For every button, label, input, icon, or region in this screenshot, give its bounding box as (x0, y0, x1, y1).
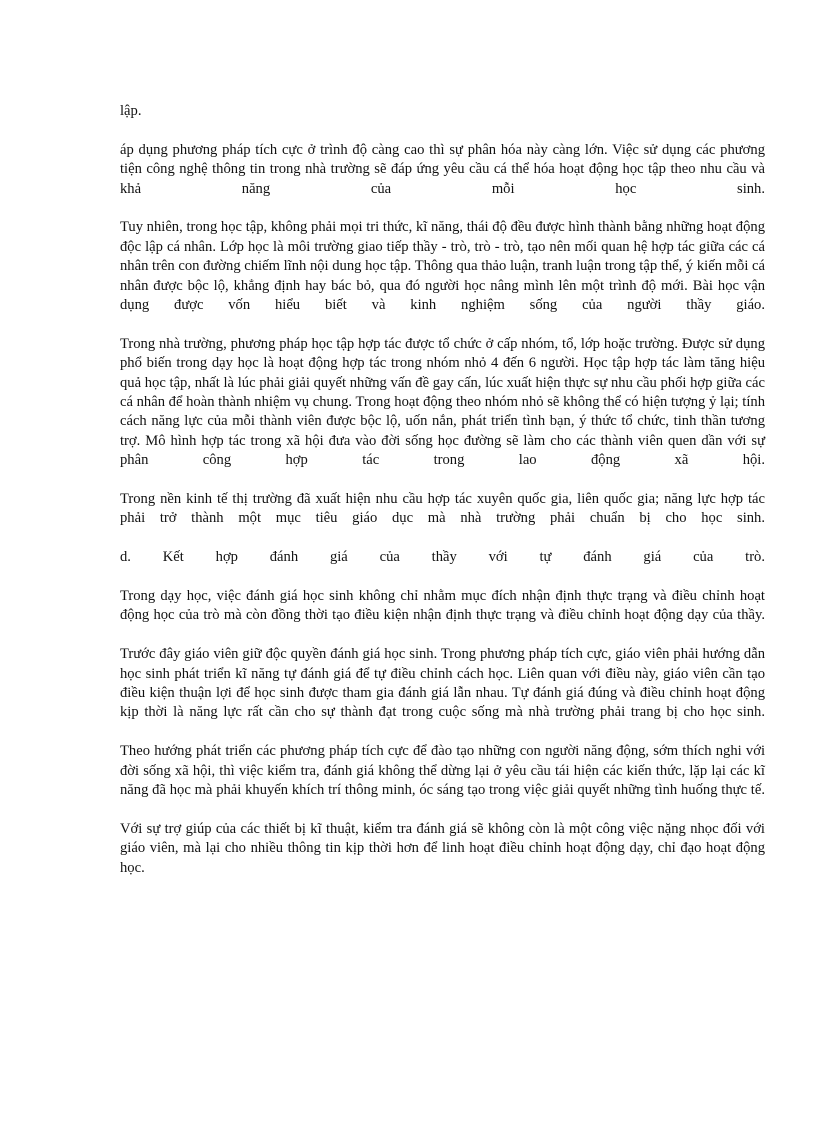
paragraph-group-learning: Trong nhà trường, phương pháp học tập hợp tác được tổ chức ở cấp nhóm, tổ, lớp hoặc trường. Được sử dụng phổ biến trong dạy học là hoạt động hợp tác trong nhóm nhỏ 4 đến 6 người. Học tập hợp tác làm tăng hiệu quả học tập, nhất là lúc phải giải quyết những vấn đề gay cấn, lúc xuất hiện thực sự nhu cầu phối hợp giữa các cá nhân để hoàn thành nhiệm vụ chung. Trong hoạt động theo nhóm nhỏ sẽ không thể có hiện tượng ỷ lại; tính cách năng lực của mỗi thành viên được bộc lộ, uốn nắn, phát triển tình bạn, ý thức tổ chức, tinh thần tương trợ. Mô hình hợp tác trong xã hội đưa vào đời sống học đường sẽ làm cho các thành viên quen dần với sự phân công hợp tác trong lao động xã hội. (120, 335, 765, 469)
document-page (120, 102, 765, 898)
paragraph-individualization: áp dụng phương pháp tích cực ở trình độ càng cao thì sự phân hóa này càng lớn. Việc sử dụng các phương tiện công nghệ thông tin trong nhà trường sẽ đáp ứng yêu cầu cá thể hóa hoạt động học tập theo nhu cầu và khả năng của mỗi học sinh. (120, 141, 765, 197)
paragraph-assessment-purpose: Trong dạy học, việc đánh giá học sinh không chỉ nhằm mục đích nhận định thực trạng và điều chỉnh hoạt động học của trò mà còn đồng thời tạo điều kiện nhận định thực trạng và điều chỉnh hoạt động dạy của thầy. (120, 588, 765, 624)
paragraph-classroom-cooperation: Tuy nhiên, trong học tập, không phải mọi tri thức, kĩ năng, thái độ đều được hình thành bằng những hoạt động độc lập cá nhân. Lớp học là môi trường giao tiếp thầy - trò, trò - trò, tạo nên mối quan hệ hợp tác giữa các cá nhân trên con đường chiếm lĩnh nội dung học tập. Thông qua thảo luận, tranh luận trong tập thể, ý kiến mỗi cá nhân được bộc lộ, khẳng định hay bác bỏ, qua đó người học nâng mình lên một trình độ mới. Bài học vận dụng được vốn hiểu biết và kinh nghiệm sống của người thầy giáo. (120, 219, 765, 314)
section-heading-d: d. Kết hợp đánh giá của thầy với tự đánh giá của trò. (120, 549, 765, 566)
paragraph-self-assessment: Trước đây giáo viên giữ độc quyền đánh giá học sinh. Trong phương pháp tích cực, giáo viên phải hướng dẫn học sinh phát triển kĩ năng tự đánh giá để tự điều chỉnh cách học. Liên quan với điều này, giáo viên cần tạo điều kiện thuận lợi để học sinh được tham gia đánh giá lẫn nhau. Tự đánh giá đúng và điều chỉnh hoạt động kịp thời là năng lực rất cần cho sự thành đạt trong cuộc sống mà nhà trường phải trang bị cho học sinh. (120, 646, 765, 721)
paragraph-assessment-direction: Theo hướng phát triển các phương pháp tích cực để đào tạo những con người năng động, sớm thích nghi với đời sống xã hội, thì việc kiểm tra, đánh giá không thể dừng lại ở yêu cầu tái hiện các kiến thức, lặp lại các kĩ năng đã học mà phải khuyến khích trí thông minh, óc sáng tạo trong việc giải quyết những tình huống thực tế. (120, 743, 765, 799)
paragraph-continuation: lập. (120, 103, 142, 119)
paragraph-market-economy: Trong nền kinh tế thị trường đã xuất hiện nhu cầu hợp tác xuyên quốc gia, liên quốc gia; năng lực hợp tác phải trở thành một mục tiêu giáo dục mà nhà trường phải chuẩn bị cho học sinh. (120, 491, 765, 527)
paragraph-technical-support: Với sự trợ giúp của các thiết bị kĩ thuật, kiểm tra đánh giá sẽ không còn là một công việc nặng nhọc đối với giáo viên, mà lại cho nhiều thông tin kịp thời hơn để linh hoạt điều chỉnh hoạt động dạy, chỉ đạo hoạt động học. (120, 820, 765, 876)
